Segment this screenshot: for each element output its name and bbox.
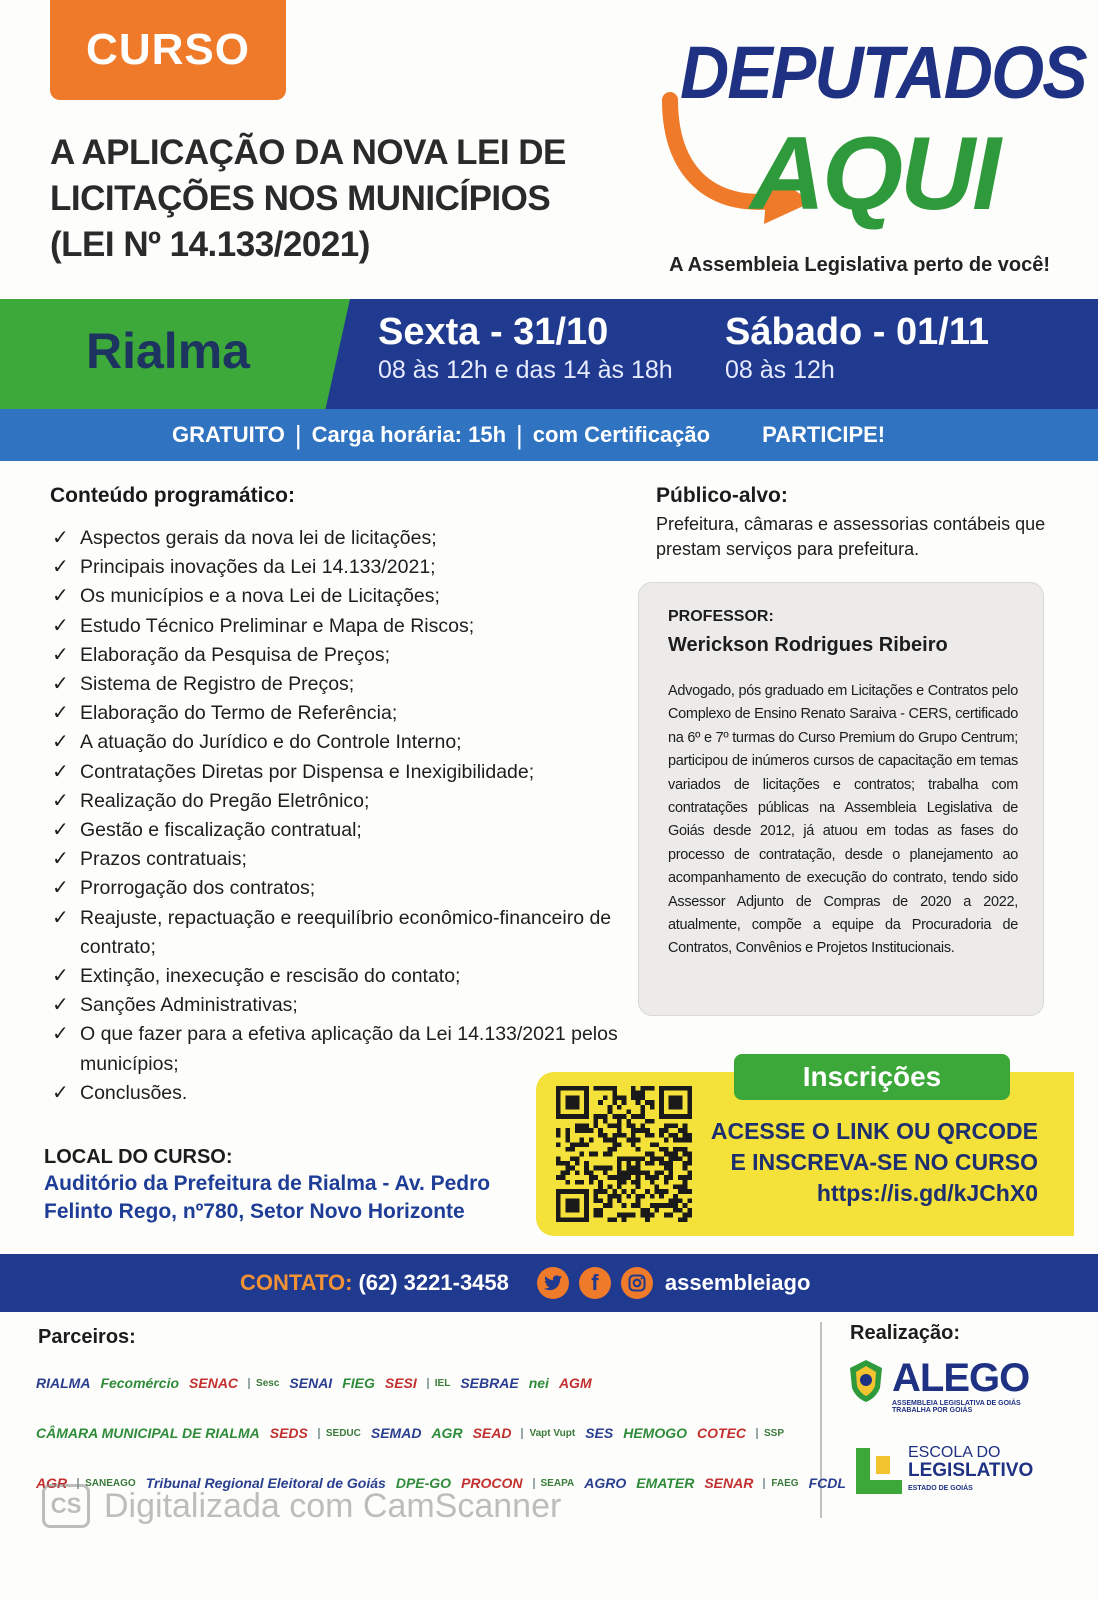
content-item: ✓ Prorrogação dos contratos; bbox=[50, 874, 640, 903]
content-list bbox=[50, 524, 640, 1108]
partner-logo: EMATER bbox=[636, 1475, 695, 1491]
registration-line: E INSCREVA-SE NO CURSO bbox=[730, 1149, 1038, 1175]
registration-tab: Inscrições bbox=[734, 1054, 1010, 1100]
tagline: A Assembleia Legislativa perto de você! bbox=[669, 254, 1050, 276]
content-item: ✓ Os municípios e a nova Lei de Licitações; bbox=[50, 582, 640, 611]
free-label: GRATUITO bbox=[172, 422, 285, 447]
registration-line: ACESSE O LINK OU QRCODE bbox=[710, 1118, 1038, 1144]
camscanner-watermark bbox=[42, 1484, 561, 1528]
partner-logo: SES bbox=[585, 1425, 614, 1441]
workload-label: Carga horária: 15h bbox=[311, 422, 507, 447]
brand-deputados: DEPUTADOS bbox=[680, 31, 1086, 114]
escola-line: ESCOLA DO bbox=[908, 1444, 1001, 1461]
professor-bio: Advogado, pós graduado em Licitações e Contratos pelo Complexo de Ensino Renato Saraiva - CERS, certificado na 6º e 7º turmas do Curso Premium do Grupo Centrum; participou de inúmeros cursos de capacitação em temas variados de licitações e contratos; trabalha com contratações públicas na Assembleia Legislativa de Goiás desde 2012, já atuou em todas as fases do processo de contratação, desde o planejamento ao acompanhamento de execução do contrato, tendo sido Assessor Adjunto de Compras de 2020 a 2022, atualmente, compõe a equipe da Procuradoria de Contratos, Convênios e Projetos Institucionais. bbox=[668, 683, 1018, 957]
partner-logo: SENAI bbox=[289, 1375, 333, 1391]
day-title: Sexta - 31/10 bbox=[378, 311, 609, 353]
content-item: ✓ Sistema de Registro de Preços; bbox=[50, 670, 640, 699]
partner-logo: COTEC bbox=[697, 1425, 747, 1441]
qr-code-icon[interactable] bbox=[556, 1086, 692, 1222]
content-item: ✓ O que fazer para a efetiva aplicação da Lei 14.133/2021 pelos municípios; bbox=[50, 1020, 640, 1078]
day-hours: 08 às 12h e das 14 às 18h bbox=[378, 356, 673, 384]
partner-logo: AGM bbox=[558, 1375, 592, 1391]
partner-logo: Tribunal Regional Eleitoral de Goiás bbox=[145, 1475, 386, 1491]
content-item: ✓ A atuação do Jurídico e do Controle Interno; bbox=[50, 728, 640, 757]
partner-logo: nei bbox=[528, 1375, 549, 1391]
partner-logo: AGR bbox=[36, 1475, 68, 1491]
contact-label: CONTATO: bbox=[240, 1270, 353, 1295]
brand-aqui: AQUI bbox=[750, 116, 998, 232]
social-handle[interactable]: assembleiago bbox=[664, 1270, 811, 1295]
city-name: Rialma bbox=[86, 323, 250, 379]
course-badge: CURSO bbox=[50, 0, 286, 100]
certificate-label: com Certificação bbox=[532, 422, 711, 447]
audience-text: Prefeitura, câmaras e assessorias contábeis que prestam serviços para prefeitura. bbox=[656, 514, 1046, 559]
content-item: ✓ Realização do Pregão Eletrônico; bbox=[50, 787, 640, 816]
professor-label: PROFESSOR: bbox=[668, 608, 774, 625]
partner-logo: FCDL bbox=[808, 1475, 846, 1491]
separator: | bbox=[516, 419, 523, 450]
partner-logo: AGRO bbox=[584, 1475, 627, 1491]
content-item: ✓ Sanções Administrativas; bbox=[50, 991, 640, 1020]
info-bar bbox=[0, 409, 1098, 461]
content-item: ✓ Conclusões. bbox=[50, 1079, 640, 1108]
partner-logo: SENAR bbox=[704, 1475, 754, 1491]
content-item: ✓ Extinção, inexecução e rescisão do contato; bbox=[50, 962, 640, 991]
alego-emblem-icon bbox=[846, 1358, 886, 1404]
audience-heading: Público-alvo: bbox=[656, 484, 788, 507]
partner-logo: SESI bbox=[384, 1375, 417, 1391]
partner-logo: Fecomércio bbox=[100, 1375, 180, 1391]
partner-logo: SENAC bbox=[189, 1375, 239, 1391]
professor-name: Werickson Rodrigues Ribeiro bbox=[668, 634, 948, 656]
partner-logo: IEL bbox=[427, 1378, 451, 1389]
schedule-day-2 bbox=[725, 311, 989, 385]
partner-logo: HEMOGO bbox=[623, 1425, 688, 1441]
camscanner-icon: CS bbox=[42, 1484, 90, 1528]
content-item: ✓ Principais inovações da Lei 14.133/2021; bbox=[50, 553, 640, 582]
participate-cta: PARTICIPE! bbox=[762, 422, 886, 447]
partner-logo: FAEG bbox=[763, 1478, 798, 1489]
twitter-icon[interactable] bbox=[537, 1267, 569, 1299]
partner-logo: SEDUC bbox=[318, 1428, 361, 1439]
day-title: Sábado - 01/11 bbox=[725, 311, 990, 353]
escola-legislativo-logo bbox=[856, 1444, 1046, 1500]
registration-link[interactable]: https://is.gd/kJChX0 bbox=[816, 1180, 1038, 1206]
location-address: Auditório da Prefeitura de Rialma - Av. Pedro Felinto Rego, nº780, Setor Novo Horizonte bbox=[44, 1172, 491, 1223]
registration-text bbox=[708, 1116, 1038, 1209]
partner-row bbox=[36, 1358, 806, 1408]
contact-phone: (62) 3221-3458 bbox=[358, 1270, 509, 1295]
partner-logo: SEAD bbox=[472, 1425, 512, 1441]
partner-logo: AGR bbox=[431, 1425, 463, 1441]
partner-logo: DPE-GO bbox=[395, 1475, 452, 1491]
schedule-day-1 bbox=[378, 311, 673, 385]
partner-logo: FIEG bbox=[342, 1375, 375, 1391]
partner-logo: Vapt Vupt bbox=[521, 1428, 575, 1439]
partner-logo: SSP bbox=[756, 1428, 784, 1439]
deputados-aqui-logo bbox=[660, 30, 1086, 232]
course-title bbox=[50, 130, 640, 268]
partner-row bbox=[36, 1408, 806, 1458]
partner-logo: CÂMARA MUNICIPAL DE RIALMA bbox=[36, 1425, 260, 1441]
escola-line: ESTADO DE GOIÁS bbox=[908, 1485, 973, 1492]
contact-bar bbox=[0, 1254, 1098, 1312]
partner-logo: PROCON bbox=[461, 1475, 523, 1491]
partner-logo: SEAPA bbox=[533, 1478, 575, 1489]
content-item: ✓ Aspectos gerais da nova lei de licitações; bbox=[50, 524, 640, 553]
content-item: ✓ Elaboração da Pesquisa de Preços; bbox=[50, 641, 640, 670]
escola-mark-icon bbox=[856, 1448, 902, 1494]
content-item: ✓ Reajuste, repactuação e reequilíbrio econômico-financeiro de contrato; bbox=[50, 904, 640, 962]
alego-subtitle: ASSEMBLEIA LEGISLATIVA DE GOIÁS TRABALHA POR GOIÁS bbox=[892, 1400, 1021, 1414]
content-heading: Conteúdo programático: bbox=[50, 484, 295, 507]
watermark-text: Digitalizada com CamScanner bbox=[104, 1486, 562, 1525]
course-title-line: (LEI Nº 14.133/2021) bbox=[50, 225, 370, 264]
alego-logo bbox=[846, 1356, 1046, 1416]
partners-heading: Parceiros: bbox=[38, 1326, 136, 1348]
realization-heading: Realização: bbox=[850, 1322, 961, 1344]
content-item: ✓ Elaboração do Termo de Referência; bbox=[50, 699, 640, 728]
course-title-line: LICITAÇÕES NOS MUNICÍPIOS bbox=[50, 179, 551, 218]
partner-logo: SEDS bbox=[269, 1425, 308, 1441]
facebook-icon[interactable]: f bbox=[579, 1267, 611, 1299]
partner-logo: RIALMA bbox=[36, 1375, 91, 1391]
course-title-line: A APLICAÇÃO DA NOVA LEI DE bbox=[50, 133, 566, 172]
content-item: ✓ Estudo Técnico Preliminar e Mapa de Riscos; bbox=[50, 612, 640, 641]
escola-line: LEGISLATIVO bbox=[908, 1460, 1034, 1481]
partner-logo: SANEAGO bbox=[77, 1478, 136, 1489]
escola-text bbox=[908, 1444, 1033, 1498]
content-item: ✓ Prazos contratuais; bbox=[50, 845, 640, 874]
separator: | bbox=[294, 419, 302, 450]
instagram-icon[interactable] bbox=[621, 1267, 653, 1299]
partner-logo: Sesc bbox=[248, 1378, 279, 1389]
location-heading: LOCAL DO CURSO: bbox=[44, 1146, 233, 1168]
day-hours: 08 às 12h bbox=[725, 356, 835, 384]
content-item: ✓ Contratações Diretas por Dispensa e Inexigibilidade; bbox=[50, 758, 640, 787]
content-item: ✓ Gestão e fiscalização contratual; bbox=[50, 816, 640, 845]
partner-logo: SEBRAE bbox=[460, 1375, 519, 1391]
alego-name: ALEGO bbox=[892, 1356, 1030, 1400]
partner-logo: SEMAD bbox=[370, 1425, 422, 1441]
